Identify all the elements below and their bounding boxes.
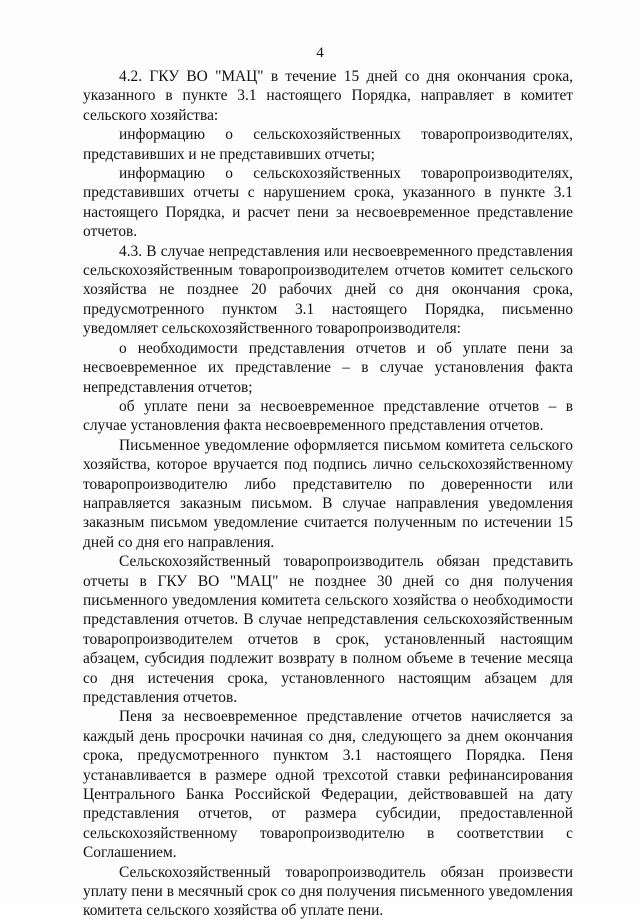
paragraph-penalty-accrual: Пеня за несвоевременное представление отчетов начисляется за каждый день просрочки начиная со дня, следующего за днем окончания срока, предусмотренного пунктом 3.1 настоящего Порядка. Пеня устанавливается в размере одной трехсотой ставки рефинансирования Центрального Банка Российской Федерации, действовавшей на дату представления отчетов, от размера субсидии, предоставленной сельскохозяйственному товаропроизводителю в соответствии с Соглашением.	[83, 708, 573, 862]
paragraph-written-notice: Письменное уведомление оформляется письмом комитета сельского хозяйства, которое вручается под подпись лично сельскохозяйственному товаропроизводителю либо представителю по доверенности или направляется заказным письмом. В случае направления уведомления заказным письмом уведомление считается полученным по истечении 15 дней со дня его направления.	[83, 436, 573, 551]
paragraph-necessity: о необходимости представления отчетов и об уплате пени за несвоевременное их представление – в случае установления факта непредставления отчетов;	[83, 339, 573, 396]
paragraph-info-submitted: информацию о сельскохозяйственных товаропроизводителях, представивших и не представивших отчеты;	[83, 126, 573, 163]
document-body	[83, 67, 573, 921]
page-number: 4	[316, 45, 324, 61]
paragraph-4-2: 4.2. ГКУ ВО "МАЦ" в течение 15 дней со дня окончания срока, указанного в пункте 3.1 настоящего Порядка, направляет в комитет сельского хозяйства:	[83, 68, 573, 124]
paragraph-info-late: информацию о сельскохозяйственных товаропроизводителях, представивших отчеты с нарушением срока, указанного в пункте 3.1 настоящего Порядка, и расчет пени за несвоевременное представление отчетов.	[83, 165, 573, 241]
paragraph-penalty-late: об уплате пени за несвоевременное представление отчетов – в случае установления факта несвоевременного представления отчетов.	[83, 397, 573, 435]
paragraph-producer-obligation: Сельскохозяйственный товаропроизводитель обязан представить отчеты в ГКУ ВО "МАЦ" не позднее 30 дней со дня получения письменного уведомления комитета сельского хозяйства о необходимости представления отчетов. В случае непредставления сельскохозяйственным товаропроизводителем отчетов в срок, установленный настоящим абзацем, субсидия подлежит возврату в полном объеме в течение месяца со дня истечения срока, установленного настоящим абзацем для представления отчетов.	[83, 553, 573, 706]
paragraph-penalty-payment: Сельскохозяйственный товаропроизводитель обязан произвести уплату пени в месячный срок со дня получения письменного уведомления комитета сельского хозяйства об уплате пени.	[83, 863, 573, 920]
paragraph-4-3: 4.3. В случае непредставления или несвоевременного представления сельскохозяйственным товаропроизводителем отчетов комитет сельского хозяйства не позднее 20 рабочих дней со дня окончания срока, предусмотренного пунктом 3.1 настоящего Порядка, письменно уведомляет сельскохозяйственного товаропроизводителя:	[83, 242, 573, 338]
